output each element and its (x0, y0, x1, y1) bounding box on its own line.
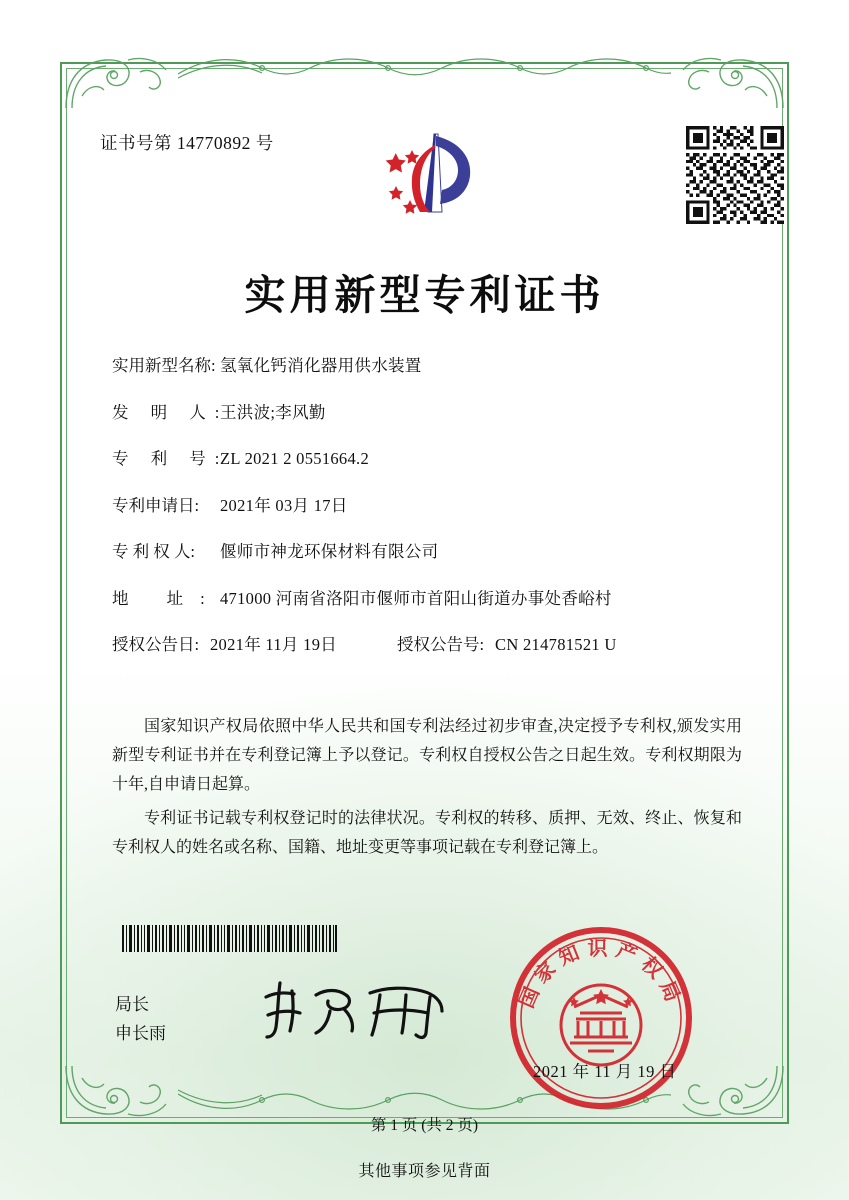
page-number: 第 1 页 (共 2 页) (370, 1117, 479, 1134)
field-label: 地 址: (112, 588, 222, 608)
field-label: 授权公告日: (112, 635, 200, 654)
red-official-seal-icon (508, 925, 694, 1111)
handwritten-signature-icon (258, 975, 458, 1045)
field-label: 专 利 权 人: (112, 542, 195, 561)
field-value: 2021年 03月 17日 (220, 495, 348, 515)
seal-top-text: 国家知识产权局 (514, 936, 688, 1012)
field-patent-number (112, 445, 752, 469)
certificate-number: 证书号第 14770892 号 (100, 133, 274, 153)
field-label: 专 利 号: (112, 449, 229, 468)
director-name: 申长雨 (115, 1024, 166, 1043)
field-value: 氢氧化钙消化器用供水装置 (220, 356, 422, 375)
director-label: 局长 (115, 995, 149, 1014)
field-label: 实用新型名称: (112, 356, 216, 375)
seal-date: 2021 年 11 月 19 日 (533, 1062, 677, 1081)
field-label: 专利申请日: (112, 495, 200, 515)
legal-paragraph: 专利证书记载专利权登记时的法律状况。专利权的转移、质押、无效、终止、恢复和专利权人的姓名或名称、国籍、地址变更等事项记载在专利登记簿上。 (112, 810, 742, 856)
field-label: 授权公告号: (397, 635, 485, 654)
back-page-note: 其他事项参见背面 (358, 1163, 491, 1180)
field-value: CN 214781521 U (495, 635, 617, 654)
qr-code-icon (686, 126, 784, 224)
legal-paragraph: 国家知识产权局依照中华人民共和国专利法经过初步审查,决定授予专利权,颁发实用新型专利证书并在专利登记簿上予以登记。专利权自授权公告之日起生效。专利权期限为十年,自申请日起算。 (112, 718, 742, 793)
director-block (115, 990, 166, 1048)
corner-flourish-icon (671, 50, 787, 112)
cnipa-logo-icon (372, 126, 490, 230)
field-grant-row (112, 631, 752, 655)
page-title: 实用新型专利证书 (244, 271, 605, 319)
field-address (112, 585, 752, 609)
corner-flourish-icon (62, 50, 178, 112)
field-value: ZL 2021 2 0551664.2 (220, 449, 369, 468)
field-value: 471000 河南省洛阳市偃师市首阳山街道办事处香峪村 (220, 588, 612, 608)
patent-fields (112, 352, 752, 678)
field-label: 发 明 人: (112, 402, 229, 422)
field-value: 王洪波;李风勤 (220, 402, 326, 422)
field-value: 2021年 11月 19日 (210, 635, 338, 654)
border-ornament-icon (178, 52, 671, 80)
field-application-date (112, 492, 752, 516)
legal-text-block (112, 712, 742, 867)
barcode-icon (122, 925, 337, 952)
field-inventor (112, 399, 752, 423)
field-value: 偃师市神龙环保材料有限公司 (220, 542, 439, 561)
field-utility-model-name (112, 352, 752, 376)
field-patentee (112, 538, 752, 562)
